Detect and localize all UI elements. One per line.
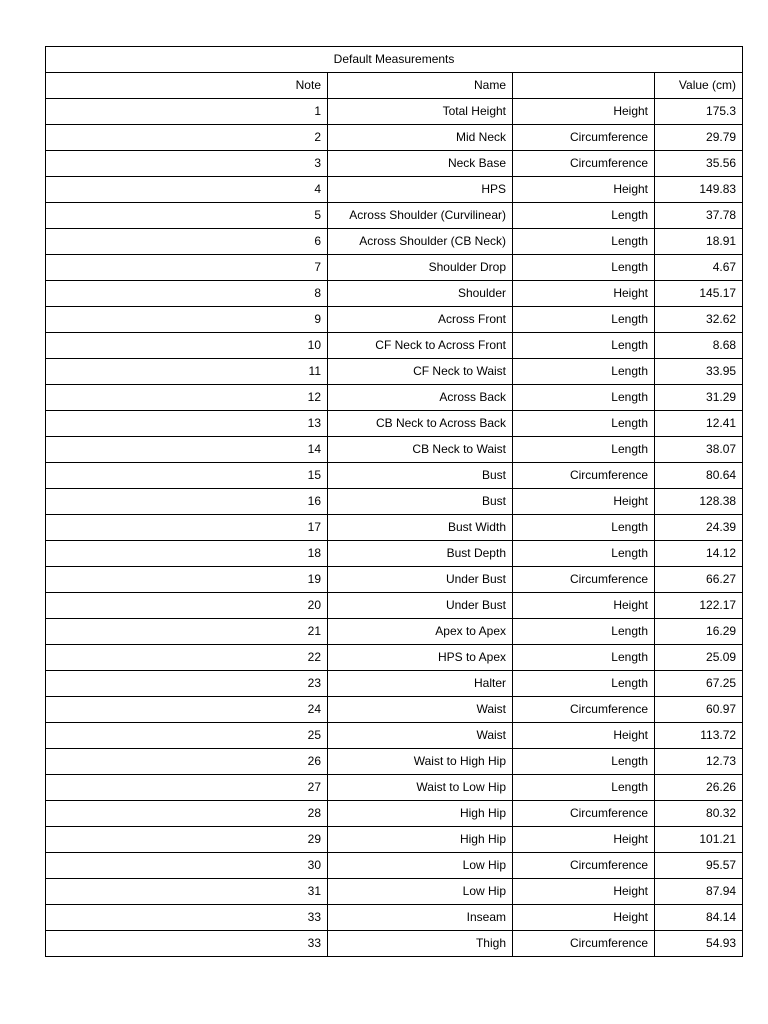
note-cell: 8 bbox=[46, 281, 328, 307]
value-cell: 16.29 bbox=[655, 619, 743, 645]
name-cell: CB Neck to Waist bbox=[328, 437, 513, 463]
note-cell: 19 bbox=[46, 567, 328, 593]
type-cell: Length bbox=[513, 255, 655, 281]
measurements-table-body bbox=[46, 47, 743, 957]
name-cell: Waist to Low Hip bbox=[328, 775, 513, 801]
name-cell: Inseam bbox=[328, 905, 513, 931]
note-cell: 4 bbox=[46, 177, 328, 203]
type-cell: Length bbox=[513, 671, 655, 697]
name-cell: CF Neck to Waist bbox=[328, 359, 513, 385]
table-row bbox=[46, 307, 743, 333]
value-cell: 113.72 bbox=[655, 723, 743, 749]
type-cell: Circumference bbox=[513, 463, 655, 489]
name-cell: High Hip bbox=[328, 827, 513, 853]
type-cell: Height bbox=[513, 879, 655, 905]
table-row bbox=[46, 853, 743, 879]
type-cell: Length bbox=[513, 645, 655, 671]
name-cell: Across Shoulder (CB Neck) bbox=[328, 229, 513, 255]
header-note: Note bbox=[46, 73, 328, 99]
note-cell: 33 bbox=[46, 905, 328, 931]
value-cell: 32.62 bbox=[655, 307, 743, 333]
name-cell: Thigh bbox=[328, 931, 513, 957]
table-row bbox=[46, 541, 743, 567]
value-cell: 66.27 bbox=[655, 567, 743, 593]
value-cell: 80.64 bbox=[655, 463, 743, 489]
type-cell: Length bbox=[513, 229, 655, 255]
value-cell: 12.73 bbox=[655, 749, 743, 775]
type-cell: Circumference bbox=[513, 567, 655, 593]
note-cell: 1 bbox=[46, 99, 328, 125]
note-cell: 16 bbox=[46, 489, 328, 515]
name-cell: Bust bbox=[328, 463, 513, 489]
note-cell: 15 bbox=[46, 463, 328, 489]
type-cell: Height bbox=[513, 827, 655, 853]
value-cell: 128.38 bbox=[655, 489, 743, 515]
table-row bbox=[46, 385, 743, 411]
table-row bbox=[46, 697, 743, 723]
value-cell: 54.93 bbox=[655, 931, 743, 957]
table-row bbox=[46, 593, 743, 619]
note-cell: 7 bbox=[46, 255, 328, 281]
table-row bbox=[46, 905, 743, 931]
value-cell: 67.25 bbox=[655, 671, 743, 697]
type-cell: Height bbox=[513, 99, 655, 125]
value-cell: 33.95 bbox=[655, 359, 743, 385]
table-row bbox=[46, 99, 743, 125]
value-cell: 14.12 bbox=[655, 541, 743, 567]
note-cell: 17 bbox=[46, 515, 328, 541]
note-cell: 11 bbox=[46, 359, 328, 385]
note-cell: 31 bbox=[46, 879, 328, 905]
table-row bbox=[46, 775, 743, 801]
note-cell: 14 bbox=[46, 437, 328, 463]
table-row bbox=[46, 931, 743, 957]
name-cell: Waist bbox=[328, 723, 513, 749]
note-cell: 27 bbox=[46, 775, 328, 801]
table-row bbox=[46, 463, 743, 489]
value-cell: 84.14 bbox=[655, 905, 743, 931]
table-row bbox=[46, 151, 743, 177]
name-cell: Across Back bbox=[328, 385, 513, 411]
name-cell: Low Hip bbox=[328, 853, 513, 879]
name-cell: High Hip bbox=[328, 801, 513, 827]
note-cell: 21 bbox=[46, 619, 328, 645]
note-cell: 9 bbox=[46, 307, 328, 333]
name-cell: Waist to High Hip bbox=[328, 749, 513, 775]
name-cell: Under Bust bbox=[328, 567, 513, 593]
table-row bbox=[46, 671, 743, 697]
table-row bbox=[46, 827, 743, 853]
name-cell: Shoulder bbox=[328, 281, 513, 307]
table-title-row bbox=[46, 47, 743, 73]
type-cell: Height bbox=[513, 281, 655, 307]
header-name: Name bbox=[328, 73, 513, 99]
header-value: Value (cm) bbox=[655, 73, 743, 99]
table-title: Default Measurements bbox=[46, 47, 743, 73]
name-cell: Bust Width bbox=[328, 515, 513, 541]
type-cell: Circumference bbox=[513, 151, 655, 177]
type-cell: Length bbox=[513, 307, 655, 333]
type-cell: Circumference bbox=[513, 801, 655, 827]
note-cell: 24 bbox=[46, 697, 328, 723]
note-cell: 10 bbox=[46, 333, 328, 359]
value-cell: 25.09 bbox=[655, 645, 743, 671]
value-cell: 95.57 bbox=[655, 853, 743, 879]
name-cell: HPS bbox=[328, 177, 513, 203]
name-cell: CF Neck to Across Front bbox=[328, 333, 513, 359]
type-cell: Height bbox=[513, 593, 655, 619]
table-row bbox=[46, 801, 743, 827]
note-cell: 23 bbox=[46, 671, 328, 697]
value-cell: 18.91 bbox=[655, 229, 743, 255]
value-cell: 24.39 bbox=[655, 515, 743, 541]
type-cell: Height bbox=[513, 177, 655, 203]
value-cell: 8.68 bbox=[655, 333, 743, 359]
table-row bbox=[46, 515, 743, 541]
name-cell: Neck Base bbox=[328, 151, 513, 177]
value-cell: 145.17 bbox=[655, 281, 743, 307]
name-cell: Total Height bbox=[328, 99, 513, 125]
name-cell: Under Bust bbox=[328, 593, 513, 619]
note-cell: 30 bbox=[46, 853, 328, 879]
value-cell: 87.94 bbox=[655, 879, 743, 905]
table-row bbox=[46, 359, 743, 385]
note-cell: 13 bbox=[46, 411, 328, 437]
value-cell: 29.79 bbox=[655, 125, 743, 151]
type-cell: Circumference bbox=[513, 125, 655, 151]
name-cell: Across Front bbox=[328, 307, 513, 333]
type-cell: Length bbox=[513, 333, 655, 359]
type-cell: Height bbox=[513, 489, 655, 515]
type-cell: Height bbox=[513, 905, 655, 931]
type-cell: Length bbox=[513, 619, 655, 645]
table-row bbox=[46, 489, 743, 515]
table-row bbox=[46, 619, 743, 645]
note-cell: 25 bbox=[46, 723, 328, 749]
type-cell: Length bbox=[513, 541, 655, 567]
table-row bbox=[46, 567, 743, 593]
value-cell: 60.97 bbox=[655, 697, 743, 723]
note-cell: 18 bbox=[46, 541, 328, 567]
note-cell: 5 bbox=[46, 203, 328, 229]
type-cell: Length bbox=[513, 775, 655, 801]
name-cell: Shoulder Drop bbox=[328, 255, 513, 281]
name-cell: Waist bbox=[328, 697, 513, 723]
value-cell: 175.3 bbox=[655, 99, 743, 125]
type-cell: Circumference bbox=[513, 931, 655, 957]
note-cell: 6 bbox=[46, 229, 328, 255]
note-cell: 22 bbox=[46, 645, 328, 671]
type-cell: Length bbox=[513, 749, 655, 775]
type-cell: Circumference bbox=[513, 853, 655, 879]
value-cell: 122.17 bbox=[655, 593, 743, 619]
name-cell: Bust Depth bbox=[328, 541, 513, 567]
value-cell: 149.83 bbox=[655, 177, 743, 203]
table-row bbox=[46, 177, 743, 203]
type-cell: Length bbox=[513, 437, 655, 463]
table-row bbox=[46, 333, 743, 359]
table-row bbox=[46, 411, 743, 437]
table-row bbox=[46, 723, 743, 749]
note-cell: 2 bbox=[46, 125, 328, 151]
table-row bbox=[46, 437, 743, 463]
name-cell: Apex to Apex bbox=[328, 619, 513, 645]
value-cell: 101.21 bbox=[655, 827, 743, 853]
name-cell: HPS to Apex bbox=[328, 645, 513, 671]
note-cell: 26 bbox=[46, 749, 328, 775]
table-row bbox=[46, 749, 743, 775]
note-cell: 29 bbox=[46, 827, 328, 853]
value-cell: 12.41 bbox=[655, 411, 743, 437]
note-cell: 3 bbox=[46, 151, 328, 177]
value-cell: 38.07 bbox=[655, 437, 743, 463]
value-cell: 37.78 bbox=[655, 203, 743, 229]
type-cell: Height bbox=[513, 723, 655, 749]
table-header-row bbox=[46, 73, 743, 99]
note-cell: 20 bbox=[46, 593, 328, 619]
table-row bbox=[46, 879, 743, 905]
measurements-table bbox=[45, 46, 743, 957]
table-row bbox=[46, 203, 743, 229]
table-row bbox=[46, 281, 743, 307]
value-cell: 26.26 bbox=[655, 775, 743, 801]
type-cell: Length bbox=[513, 411, 655, 437]
value-cell: 31.29 bbox=[655, 385, 743, 411]
value-cell: 35.56 bbox=[655, 151, 743, 177]
value-cell: 80.32 bbox=[655, 801, 743, 827]
name-cell: CB Neck to Across Back bbox=[328, 411, 513, 437]
table-row bbox=[46, 645, 743, 671]
table-row bbox=[46, 229, 743, 255]
type-cell: Length bbox=[513, 385, 655, 411]
header-type bbox=[513, 73, 655, 99]
table-row bbox=[46, 255, 743, 281]
type-cell: Circumference bbox=[513, 697, 655, 723]
name-cell: Low Hip bbox=[328, 879, 513, 905]
name-cell: Bust bbox=[328, 489, 513, 515]
note-cell: 12 bbox=[46, 385, 328, 411]
type-cell: Length bbox=[513, 359, 655, 385]
name-cell: Across Shoulder (Curvilinear) bbox=[328, 203, 513, 229]
type-cell: Length bbox=[513, 515, 655, 541]
note-cell: 33 bbox=[46, 931, 328, 957]
note-cell: 28 bbox=[46, 801, 328, 827]
table-row bbox=[46, 125, 743, 151]
value-cell: 4.67 bbox=[655, 255, 743, 281]
name-cell: Halter bbox=[328, 671, 513, 697]
type-cell: Length bbox=[513, 203, 655, 229]
name-cell: Mid Neck bbox=[328, 125, 513, 151]
